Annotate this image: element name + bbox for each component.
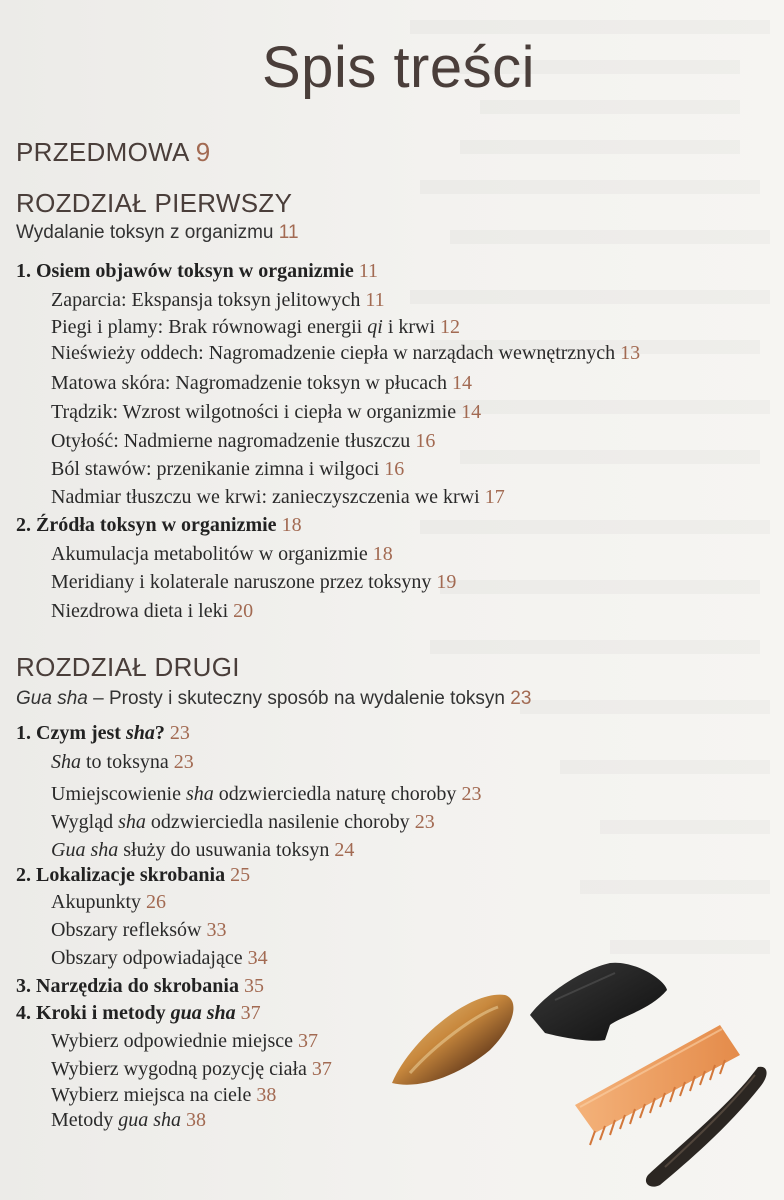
section-label: 4. Kroki i metody [16, 1002, 171, 1024]
toc-section[interactable] [16, 722, 190, 745]
toc-entry[interactable] [51, 891, 166, 914]
section-page-number: 37 [240, 1002, 261, 1024]
toc-entry[interactable] [51, 486, 505, 509]
page-title: Spis treści [262, 35, 536, 100]
section-page-number: 35 [243, 975, 264, 997]
entry-text: odzwierciedla naturę choroby [213, 783, 457, 805]
toc-entry[interactable] [51, 430, 435, 453]
entry-page-number: 11 [365, 289, 385, 311]
toc-section[interactable] [16, 514, 302, 537]
section-page-number: 18 [281, 514, 302, 536]
preface-label: PRZEDMOWA [16, 137, 189, 167]
entry-page-number: 38 [256, 1084, 277, 1106]
toc-entry[interactable] [51, 289, 385, 312]
entry-text: Umiejscowienie [51, 783, 186, 805]
toc-section[interactable] [16, 1002, 261, 1025]
chapter-1-subtitle-text: Wydalanie toksyn z organizmu [16, 222, 274, 243]
entry-text: Akumulacja metabolitów w organizmie [51, 543, 368, 565]
toc-entry[interactable] [51, 783, 481, 806]
entry-text: Otyłość: Nadmierne nagromadzenie tłuszczu [51, 430, 411, 452]
entry-text: Metody [51, 1109, 119, 1131]
gua-sha-tools-photo [380, 955, 784, 1200]
toc-entry[interactable] [51, 947, 268, 970]
section-label: 1. Osiem objawów toksyn w organizmie [16, 260, 354, 282]
chapter-1-subtitle-page: 11 [278, 222, 299, 243]
chapter-1-subtitle[interactable] [16, 222, 299, 244]
entry-text: Obszary odpowiadające [51, 947, 243, 969]
entry-text: Wybierz wygodną pozycję ciała [51, 1058, 307, 1080]
section-label: 1. Czym jest [16, 722, 126, 744]
toc-entry[interactable] [51, 600, 253, 623]
toc-entry[interactable] [51, 401, 481, 424]
entry-text: odzwierciedla nasilenie choroby [145, 811, 410, 833]
entry-italic-term: Gua sha [51, 839, 119, 861]
entry-page-number: 16 [384, 458, 405, 480]
black-stone-scraper-icon [530, 963, 667, 1041]
toc-entry[interactable] [51, 571, 456, 594]
entry-italic-term: sha [185, 783, 214, 805]
entry-text: Nadmiar tłuszczu we krwi: zanieczyszczenia we krwi [51, 486, 480, 508]
entry-text: Nieświeży oddech: Nagromadzenie ciepła w narządach wewnętrznych [51, 342, 616, 364]
entry-page-number: 20 [233, 600, 254, 622]
toc-entry[interactable] [51, 316, 460, 339]
toc-entry[interactable] [51, 372, 472, 395]
entry-text: Wybierz odpowiednie miejsce [51, 1030, 294, 1052]
chapter-2-subtitle-italic: Gua sha [16, 688, 88, 709]
entry-page-number: 26 [146, 891, 166, 913]
toc-entry[interactable] [51, 1084, 276, 1107]
toc-entry[interactable] [51, 342, 640, 365]
entry-text: i krwi [382, 316, 436, 338]
entry-italic-term: gua sha [118, 1109, 182, 1131]
chapter-2-subtitle[interactable] [16, 688, 531, 710]
toc-entry[interactable] [51, 1030, 318, 1053]
entry-text: Meridiany i kolaterale naruszone przez toksyny [51, 571, 432, 593]
entry-page-number: 37 [298, 1030, 319, 1052]
entry-text: służy do usuwania toksyn [118, 839, 330, 861]
entry-page-number: 19 [436, 571, 457, 593]
entry-page-number: 16 [415, 430, 436, 452]
entry-text: to toksyna [81, 751, 169, 773]
toc-entry[interactable] [51, 543, 393, 566]
entry-page-number: 38 [186, 1109, 207, 1131]
toc-section[interactable] [16, 975, 264, 998]
entry-page-number: 18 [372, 543, 393, 565]
entry-page-number: 24 [334, 839, 355, 861]
toc-entry[interactable] [51, 919, 227, 942]
section-label: ? [154, 722, 165, 744]
entry-page-number: 13 [620, 342, 641, 364]
entry-text: Piegi i plamy: Brak równowagi energii [51, 316, 368, 338]
entry-page-number: 23 [414, 811, 435, 833]
preface-page-number: 9 [195, 137, 211, 167]
section-label: 2. Lokalizacje skrobania [16, 864, 226, 886]
entry-italic-term: Sha [51, 751, 81, 773]
entry-text: Matowa skóra: Nagromadzenie toksyn w płucach [51, 372, 447, 394]
chapter-2-subtitle-page: 23 [510, 688, 532, 709]
entry-text: Wybierz miejsca na ciele [51, 1084, 252, 1106]
entry-page-number: 34 [247, 947, 268, 969]
entry-page-number: 12 [440, 316, 461, 338]
entry-page-number: 37 [311, 1058, 332, 1080]
section-label: 2. Źródła toksyn w organizmie [16, 514, 277, 536]
entry-page-number: 17 [484, 486, 505, 508]
entry-text: Akupunkty [51, 891, 141, 913]
entry-page-number: 33 [206, 919, 227, 941]
section-italic-term: gua sha [170, 1002, 236, 1024]
toc-entry[interactable] [51, 1109, 206, 1132]
entry-text: Zaparcia: Ekspansja toksyn jelitowych [51, 289, 361, 311]
section-page-number: 25 [230, 864, 251, 886]
toc-entry[interactable] [51, 839, 354, 862]
section-page-number: 23 [169, 722, 190, 744]
entry-italic-term: sha [118, 811, 146, 833]
entry-text: Trądzik: Wzrost wilgotności i ciepła w organizmie [51, 401, 457, 423]
entry-text: Obszary refleksów [51, 919, 202, 941]
entry-page-number: 14 [452, 372, 472, 394]
toc-entry[interactable] [51, 811, 435, 834]
toc-entry[interactable] [51, 751, 194, 774]
section-label: 3. Narzędzia do skrobania [16, 975, 239, 997]
chapter-2-subtitle-text: – Prosty i skuteczny sposób na wydalenie toksyn [87, 688, 505, 709]
section-page-number: 11 [358, 260, 379, 282]
chapter-2-heading[interactable]: ROZDZIAŁ DRUGI [16, 652, 240, 682]
preface-heading[interactable] [16, 137, 210, 168]
section-italic-term: sha [125, 722, 155, 744]
horn-scraper-icon [392, 995, 513, 1085]
toc-entry[interactable] [51, 1058, 332, 1081]
entry-page-number: 14 [461, 401, 482, 423]
toc-section[interactable] [16, 864, 250, 887]
chapter-1-heading[interactable]: ROZDZIAŁ PIERWSZY [16, 188, 293, 218]
entry-italic-term: qi [367, 316, 383, 338]
toc-section[interactable] [16, 260, 378, 283]
entry-page-number: 23 [173, 751, 194, 773]
entry-text: Wygląd [51, 811, 119, 833]
entry-text: Ból stawów: przenikanie zimna i wilgoci [51, 458, 380, 480]
entry-page-number: 23 [461, 783, 482, 805]
entry-text: Niezdrowa dieta i leki [51, 600, 229, 622]
toc-entry[interactable] [51, 458, 404, 481]
